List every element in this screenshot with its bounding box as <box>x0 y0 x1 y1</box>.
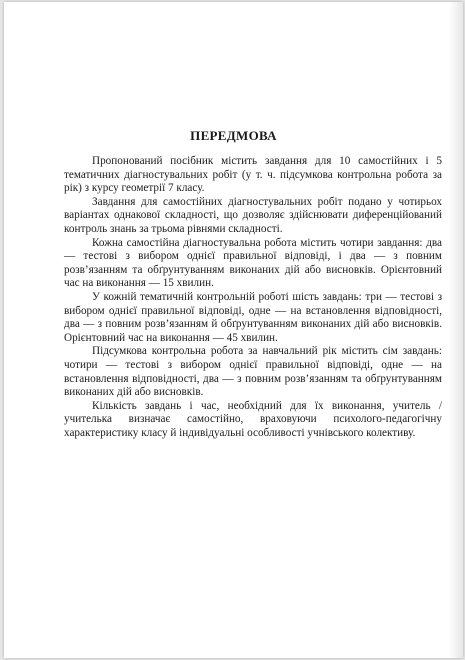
page-title: ПЕРЕДМОВА <box>190 128 277 143</box>
paragraph: Підсумкова контрольна робота за навчальний рік містить сім завдань: чотири — тестові з вибором однієї правильної відповіді, одне — на встановлення відповідності, два — з повним розв’язанням та обґрунтуванням виконаних дій або висновків. <box>64 345 442 399</box>
document-page <box>4 2 463 658</box>
paragraph: Пропонований посібник містить завдання для 10 самостійних і 5 тематичних діагностувальних робіт (у т. ч. підсумкова контрольна робота за рік) з курсу геометрії 7 класу. <box>64 155 442 195</box>
paragraph: У кожній тематичній контрольній роботі шість завдань: три — тестові з вибором однієї правильної відповіді, одне — на встановлення відповідності, два — з повним розв’язанням й обґрунтуванням виконаних дій або висновків. Орієнтовний час на виконання — 45 хвилин. <box>64 290 442 344</box>
paragraph: Завдання для самостійних діагностувальних робіт подано у чотирьох варіантах однакової складності, що дозволяє здійснювати диференційований контроль знань за трьома рівнями складності. <box>64 195 442 235</box>
paragraph: Кожна самостійна діагностувальна робота містить чотири завдання: два — тестові з вибором однієї правильної відповіді, і два — з повним розв’язанням та обґрунтуванням виконаних дій або висновків. Орієнтовний час на виконання — 15 хвилин. <box>64 236 442 290</box>
preface-body <box>64 155 442 440</box>
paragraph: Кількість завдань і час, необхідний для їх виконання, учитель / учителька визначає самостійно, враховуючи психолого-педагогічну характеристику класу й індивідуальні особливості учнівського колективу. <box>64 399 442 439</box>
